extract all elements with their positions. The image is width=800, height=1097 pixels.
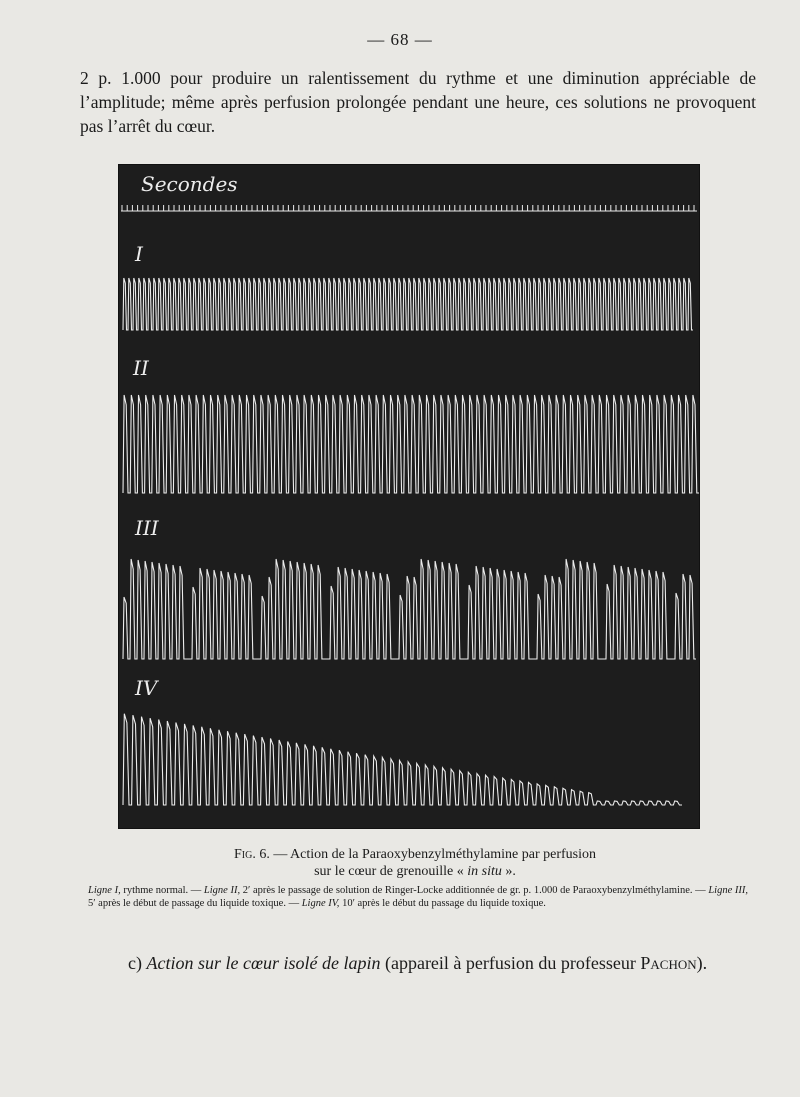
kymograph-traces	[119, 165, 699, 828]
figure-number: Fig. 6.	[233, 847, 270, 862]
figure-plate	[119, 165, 699, 828]
seconds-label: Secondes	[141, 172, 238, 196]
intro-text	[80, 66, 756, 138]
section-author: Pachon	[640, 953, 697, 973]
trace-3-path	[123, 559, 696, 659]
section-rest: (appareil à perfusion du professeur	[380, 953, 641, 973]
trace-label-1: I	[135, 242, 143, 266]
section-end: ).	[696, 953, 708, 973]
trace-2-path	[123, 395, 699, 493]
trace-label-2: II	[133, 356, 149, 380]
trace-line-3	[123, 559, 696, 659]
trace-line-1	[123, 278, 693, 330]
trace-line-2	[123, 395, 699, 493]
legend-line-4-label: Ligne IV,	[301, 898, 340, 909]
legend-line-3-text: 5′ après le début de passage du liquide toxique. —	[88, 898, 302, 909]
trace-line-4	[123, 714, 682, 805]
legend-line-4-text: 10′ après le début du passage du liquide toxique.	[339, 898, 546, 909]
trace-label-4: IV	[135, 676, 158, 700]
figure-caption	[0, 846, 800, 880]
section-title: Action sur le cœur isolé de lapin	[146, 953, 381, 973]
caption-line2-suffix: ».	[501, 864, 516, 879]
section-marker: c)	[128, 953, 147, 973]
intro-paragraph: 2 p. 1.000 pour produire un ralentissement du rythme et une diminution appréciable de l’amplitude; même après perfusion prolongée pendant une heure, ces solutions ne provoquent pas l’arrêt du cœur.	[80, 68, 756, 136]
trace-label-3: III	[135, 516, 159, 540]
caption-line2-prefix: sur le cœur de grenouille «	[314, 864, 468, 879]
legend-line-2-label: Ligne II,	[203, 885, 241, 896]
figure-legend	[88, 884, 748, 910]
legend-line-2-text: 2′ après le passage de solution de Ringer-Locke additionnée de gr. p. 1.000 de Paraoxybenzylméthylamine. —	[240, 885, 709, 896]
time-ticks-path	[121, 205, 697, 211]
caption-line-1	[0, 846, 800, 863]
time-marker-ticks	[121, 205, 697, 211]
caption-title: — Action de la Paraoxybenzylméthylamine par perfusion	[269, 847, 597, 862]
caption-in-situ: in situ	[467, 864, 502, 879]
caption-line-2	[0, 863, 800, 880]
trace-4-path	[123, 714, 682, 805]
legend-line-1-text: rythme normal. —	[120, 885, 204, 896]
trace-1-path	[123, 278, 693, 330]
page-number: — 68 —	[367, 30, 433, 49]
legend-line-1-label: Ligne I,	[88, 885, 121, 896]
section-heading	[128, 952, 768, 974]
legend-line-3-label: Ligne III,	[708, 885, 748, 896]
